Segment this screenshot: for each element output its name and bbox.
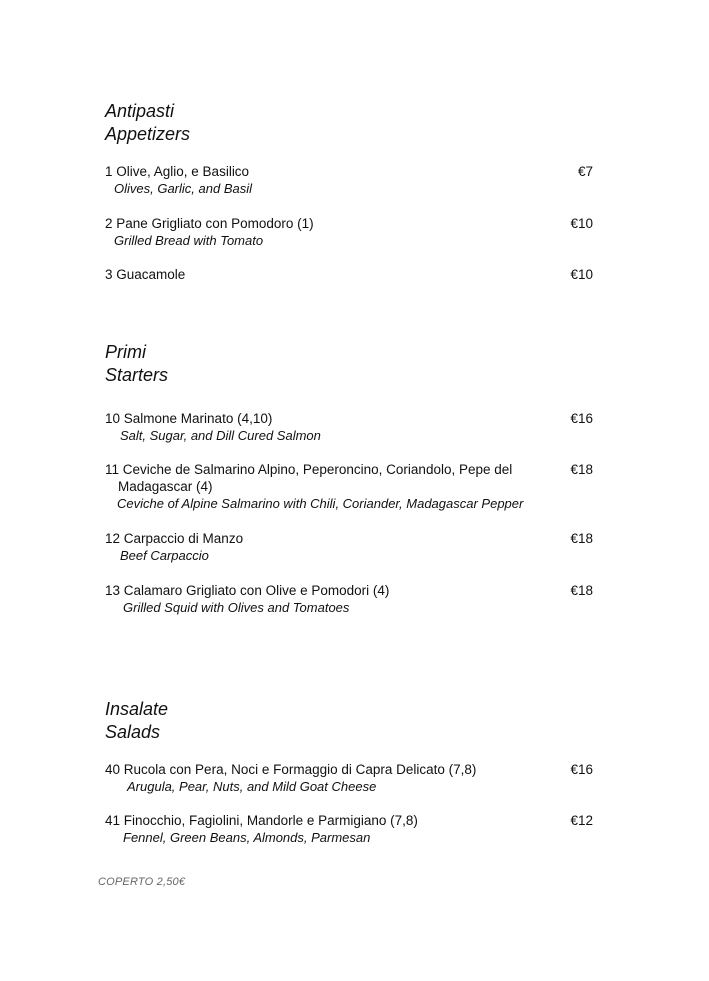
coperto-note: COPERTO 2,50€ [98, 876, 186, 888]
item-name: 3 Guacamole [105, 267, 186, 282]
menu-item [105, 812, 593, 846]
item-description: Grilled Squid with Olives and Tomatoes [123, 600, 350, 615]
item-description: Olives, Garlic, and Basil [114, 181, 252, 196]
item-price: €18 [570, 583, 593, 598]
menu-item [105, 410, 593, 444]
item-price: €18 [570, 531, 593, 546]
item-price: €7 [577, 164, 593, 179]
item-name: 12 Carpaccio di Manzo [105, 531, 244, 546]
item-price: €18 [570, 462, 593, 477]
item-price: €16 [570, 762, 593, 777]
section-title-english: Starters [105, 365, 169, 385]
section-title-english: Salads [105, 722, 161, 742]
item-name-line-1: 11 Ceviche de Salmarino Alpino, Peperoncino, Coriandolo, Pepe del [105, 462, 513, 477]
item-description: Salt, Sugar, and Dill Cured Salmon [120, 428, 321, 443]
menu-item [105, 582, 593, 616]
item-name: 41 Finocchio, Fagiolini, Mandorle e Parmigiano (7,8) [105, 813, 418, 828]
menu-item [105, 461, 593, 512]
item-price: €10 [570, 216, 593, 231]
section-heading-primi [105, 341, 168, 387]
section-title-italian: Antipasti [105, 101, 175, 121]
item-price: €12 [570, 813, 593, 828]
section-title-italian: Primi [105, 342, 146, 362]
item-description: Fennel, Green Beans, Almonds, Parmesan [123, 830, 371, 845]
item-description: Beef Carpaccio [120, 548, 209, 563]
menu-item [105, 266, 593, 283]
item-name: 10 Salmone Marinato (4,10) [105, 411, 273, 426]
item-name: 2 Pane Grigliato con Pomodoro (1) [105, 216, 314, 231]
item-name: 13 Calamaro Grigliato con Olive e Pomodori (4) [105, 583, 390, 598]
item-description: Grilled Bread with Tomato [114, 233, 264, 248]
menu-item [105, 163, 593, 197]
item-description: Arugula, Pear, Nuts, and Mild Goat Cheese [127, 779, 377, 794]
menu-item [105, 761, 593, 795]
section-heading-antipasti [105, 100, 190, 146]
item-price: €10 [570, 267, 593, 282]
section-title-english: Appetizers [105, 124, 191, 144]
item-name: 40 Rucola con Pera, Noci e Formaggio di Capra Delicato (7,8) [105, 762, 477, 777]
menu-item [105, 530, 593, 564]
section-heading-insalate [105, 698, 168, 744]
item-name: 1 Olive, Aglio, e Basilico [105, 164, 250, 179]
section-title-italian: Insalate [105, 699, 169, 719]
item-name-line-2: Madagascar (4) [118, 479, 213, 494]
menu-item [105, 215, 593, 249]
item-price: €16 [570, 411, 593, 426]
item-description: Ceviche of Alpine Salmarino with Chili, Coriander, Madagascar Pepper [117, 496, 524, 511]
